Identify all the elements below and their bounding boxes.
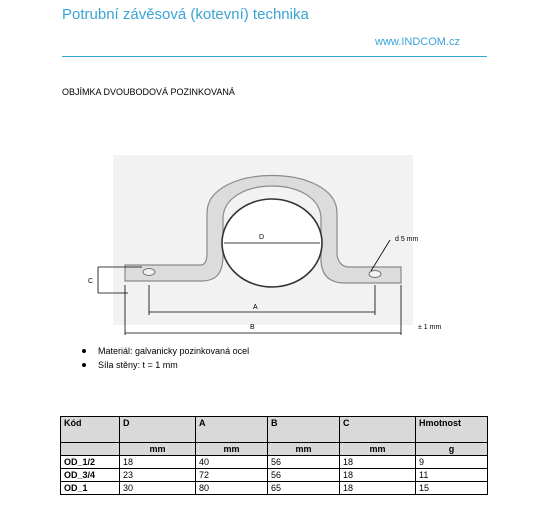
header-c: C bbox=[340, 417, 416, 443]
cell-d: 23 bbox=[120, 469, 196, 482]
header-a: A bbox=[196, 417, 268, 443]
spec-list bbox=[80, 344, 249, 372]
cell-a: 72 bbox=[196, 469, 268, 482]
cell-b: 65 bbox=[268, 482, 340, 495]
cell-c: 18 bbox=[340, 456, 416, 469]
label-b: B bbox=[250, 324, 255, 331]
cell-code: OD_1 bbox=[61, 482, 120, 495]
header-b: B bbox=[268, 417, 340, 443]
header-d: D bbox=[120, 417, 196, 443]
unit-c: mm bbox=[340, 443, 416, 456]
cell-code: OD_3/4 bbox=[61, 469, 120, 482]
cell-d: 18 bbox=[120, 456, 196, 469]
table-row bbox=[61, 482, 488, 495]
product-name: OBJÍMKA DVOUBODOVÁ POZINKOVANÁ bbox=[62, 87, 235, 97]
tolerance-note: ± 1 mm bbox=[418, 324, 442, 331]
label-hole: d 5 mm bbox=[395, 236, 419, 243]
cell-a: 40 bbox=[196, 456, 268, 469]
table-units-row bbox=[61, 443, 488, 456]
label-c: C bbox=[88, 278, 94, 285]
cell-c: 18 bbox=[340, 469, 416, 482]
outer-dimensions bbox=[80, 255, 430, 335]
label-a: A bbox=[253, 304, 258, 311]
header-divider bbox=[62, 56, 487, 57]
unit-a: mm bbox=[196, 443, 268, 456]
table-row bbox=[61, 469, 488, 482]
dimensions-table bbox=[60, 416, 488, 495]
table-header-row bbox=[61, 417, 488, 443]
spec-wall-thickness: Síla stěny: t = 1 mm bbox=[80, 358, 249, 372]
cell-c: 18 bbox=[340, 482, 416, 495]
header-weight: Hmotnost bbox=[416, 417, 488, 443]
cell-weight: 9 bbox=[416, 456, 488, 469]
unit-d: mm bbox=[120, 443, 196, 456]
cell-weight: 15 bbox=[416, 482, 488, 495]
page-title: Potrubní závěsová (kotevní) technika bbox=[62, 6, 309, 23]
cell-b: 56 bbox=[268, 456, 340, 469]
header-code: Kód bbox=[61, 417, 120, 443]
cell-code: OD_1/2 bbox=[61, 456, 120, 469]
unit-weight: g bbox=[416, 443, 488, 456]
cell-b: 56 bbox=[268, 469, 340, 482]
website-link[interactable]: www.INDCOM.cz bbox=[375, 36, 460, 48]
table-row bbox=[61, 456, 488, 469]
cell-weight: 11 bbox=[416, 469, 488, 482]
cell-d: 30 bbox=[120, 482, 196, 495]
unit-code bbox=[61, 443, 120, 456]
cell-a: 80 bbox=[196, 482, 268, 495]
label-d: D bbox=[259, 234, 265, 241]
spec-material: Materiál: galvanicky pozinkovaná ocel bbox=[80, 344, 249, 358]
unit-b: mm bbox=[268, 443, 340, 456]
